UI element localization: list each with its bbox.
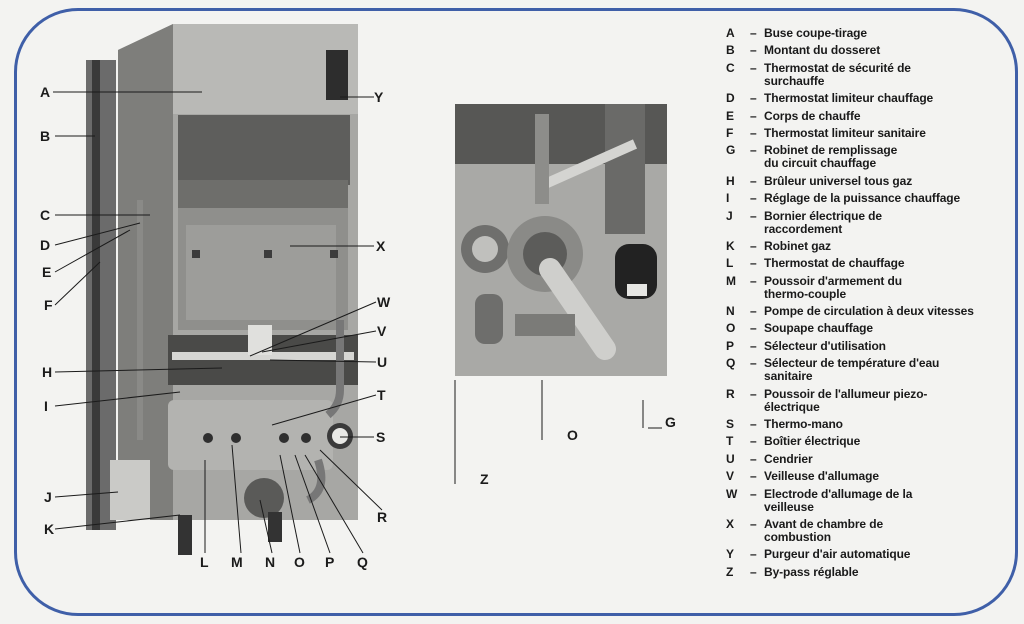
legend-letter: B: [726, 43, 735, 58]
legend-item-p: [726, 340, 1016, 353]
legend-letter: J: [726, 208, 733, 223]
legend-letter: R: [726, 386, 735, 401]
legend-description: [764, 110, 1016, 123]
legend-letter: Q: [726, 356, 736, 371]
legend-line: Brûleur universel tous gaz: [764, 173, 913, 188]
callout-y: Y: [374, 89, 384, 105]
legend-line: combustion: [764, 529, 831, 544]
legend-description: [764, 357, 1016, 383]
legend-line: By-pass réglable: [764, 564, 859, 579]
legend-letter: X: [726, 516, 734, 531]
legend-letter: V: [726, 469, 734, 484]
callout-n: N: [265, 554, 276, 570]
callout-j: J: [44, 489, 52, 505]
legend-line: Veilleuse d'allumage: [764, 469, 879, 484]
legend-dash: –: [750, 356, 757, 371]
legend-line: Sélecteur de température d'eau: [764, 356, 940, 371]
legend-item-x: [726, 518, 1016, 544]
legend-dash: –: [750, 469, 757, 484]
legend-dash: –: [750, 417, 757, 432]
legend-letter: Z: [726, 564, 734, 579]
callout-z: Z: [480, 471, 489, 487]
callout-v: V: [377, 323, 387, 339]
callout-h: H: [42, 364, 53, 380]
legend-dash: –: [750, 143, 757, 158]
legend-line: veilleuse: [764, 499, 814, 514]
legend-item-i: [726, 192, 1016, 205]
legend-line: Thermostat de sécurité de: [764, 60, 911, 75]
legend-description: [764, 240, 1016, 253]
legend-dash: –: [750, 321, 757, 336]
callout-d: D: [40, 237, 51, 253]
legend-line: thermo-couple: [764, 286, 847, 301]
legend-item-a: [726, 27, 1016, 40]
legend-dash: –: [750, 486, 757, 501]
legend-letter: N: [726, 304, 735, 319]
legend-letter: Y: [726, 547, 734, 562]
legend-item-g: [726, 144, 1016, 170]
legend-line: sanitaire: [764, 369, 813, 384]
legend-line: Corps de chauffe: [764, 108, 861, 123]
legend-item-e: [726, 110, 1016, 123]
legend-line: Thermo-mano: [764, 417, 843, 432]
callout-g: G: [665, 414, 676, 430]
legend-line: Soupape chauffage: [764, 321, 873, 336]
legend-description: [764, 257, 1016, 270]
legend-letter: K: [726, 238, 735, 253]
legend-line: Robinet de remplissage: [764, 143, 898, 158]
legend-description: [764, 210, 1016, 236]
callout-q: Q: [357, 554, 368, 570]
callout-i: I: [44, 398, 48, 414]
legend-description: [764, 275, 1016, 301]
callout-a: A: [40, 84, 51, 100]
callout-b: B: [40, 128, 51, 144]
legend-description: [764, 388, 1016, 414]
legend-description: [764, 192, 1016, 205]
legend-line: Buse coupe-tirage: [764, 26, 867, 40]
legend-line: Avant de chambre de: [764, 516, 884, 531]
legend-line: surchauffe: [764, 73, 825, 88]
legend-dash: –: [750, 60, 757, 75]
legend-item-n: [726, 305, 1016, 318]
legend-description: [764, 62, 1016, 88]
legend-line: Thermostat limiteur chauffage: [764, 91, 934, 106]
legend-item-q: [726, 357, 1016, 383]
legend-item-u: [726, 453, 1016, 466]
legend-item-f: [726, 127, 1016, 140]
legend-item-k: [726, 240, 1016, 253]
legend-line: du circuit chauffage: [764, 156, 877, 171]
legend-dash: –: [750, 256, 757, 271]
callout-l: L: [200, 554, 209, 570]
legend-description: [764, 144, 1016, 170]
legend-dash: –: [750, 547, 757, 562]
legend-line: Robinet gaz: [764, 238, 831, 253]
legend-letter: E: [726, 108, 734, 123]
legend-dash: –: [750, 273, 757, 288]
legend-letter: S: [726, 417, 734, 432]
legend-description: [764, 322, 1016, 335]
legend-item-t: [726, 435, 1016, 448]
legend-dash: –: [750, 304, 757, 319]
legend-line: Purgeur d'air automatique: [764, 547, 911, 562]
legend-line: Thermostat limiteur sanitaire: [764, 125, 926, 140]
legend-letter: P: [726, 338, 734, 353]
legend-description: [764, 518, 1016, 544]
legend-line: Réglage de la puissance chauffage: [764, 191, 961, 206]
legend-description: [764, 92, 1016, 105]
legend-dash: –: [750, 238, 757, 253]
callout-o-detail: O: [567, 427, 578, 443]
legend-line: électrique: [764, 399, 820, 414]
legend-letter: W: [726, 486, 738, 501]
legend-dash: –: [750, 208, 757, 223]
callout-s: S: [376, 429, 386, 445]
legend-letter: T: [726, 434, 734, 449]
legend-line: Cendrier: [764, 451, 813, 466]
legend-item-o: [726, 322, 1016, 335]
legend-line: Pompe de circulation à deux vitesses: [764, 304, 974, 319]
callout-u: U: [377, 354, 388, 370]
callout-p: P: [325, 554, 335, 570]
callout-w: W: [377, 294, 391, 310]
legend-line: raccordement: [764, 221, 843, 236]
legend-line: Sélecteur d'utilisation: [764, 338, 886, 353]
legend-line: Poussoir de l'allumeur piezo-: [764, 386, 928, 401]
legend-item-w: [726, 488, 1016, 514]
legend-item-j: [726, 210, 1016, 236]
legend-description: [764, 548, 1016, 561]
legend-line: Bornier électrique de: [764, 208, 882, 223]
legend-dash: –: [750, 386, 757, 401]
legend-letter: O: [726, 321, 736, 336]
legend-item-l: [726, 257, 1016, 270]
legend-item-r: [726, 388, 1016, 414]
legend-letter: D: [726, 91, 735, 106]
legend-letter: L: [726, 256, 734, 271]
legend-line: Electrode d'allumage de la: [764, 486, 913, 501]
callout-x: X: [376, 238, 386, 254]
legend-dash: –: [750, 91, 757, 106]
legend-dash: –: [750, 451, 757, 466]
legend-dash: –: [750, 434, 757, 449]
legend-dash: –: [750, 43, 757, 58]
legend-item-c: [726, 62, 1016, 88]
callout-r: R: [377, 509, 388, 525]
callout-m: M: [231, 554, 243, 570]
legend-dash: –: [750, 516, 757, 531]
legend-letter: I: [726, 191, 730, 206]
legend-line: Montant du dosseret: [764, 43, 881, 58]
callout-c: C: [40, 207, 51, 223]
callout-k: K: [44, 521, 55, 537]
legend-letter: H: [726, 173, 735, 188]
legend-item-m: [726, 275, 1016, 301]
legend-description: [764, 470, 1016, 483]
legend: [726, 27, 1016, 583]
legend-letter: A: [726, 26, 735, 40]
legend-item-s: [726, 418, 1016, 431]
legend-description: [764, 44, 1016, 57]
legend-letter: G: [726, 143, 736, 158]
legend-description: [764, 566, 1016, 579]
legend-description: [764, 175, 1016, 188]
callout-t: T: [377, 387, 386, 403]
legend-dash: –: [750, 173, 757, 188]
callout-f: F: [44, 297, 53, 313]
legend-dash: –: [750, 125, 757, 140]
legend-description: [764, 488, 1016, 514]
legend-description: [764, 453, 1016, 466]
legend-letter: C: [726, 60, 735, 75]
legend-dash: –: [750, 564, 757, 579]
callout-o: O: [294, 554, 305, 570]
legend-item-h: [726, 175, 1016, 188]
legend-dash: –: [750, 191, 757, 206]
legend-line: Poussoir d'armement du: [764, 273, 903, 288]
legend-item-d: [726, 92, 1016, 105]
legend-description: [764, 435, 1016, 448]
legend-item-v: [726, 470, 1016, 483]
legend-description: [764, 127, 1016, 140]
legend-dash: –: [750, 338, 757, 353]
legend-line: Thermostat de chauffage: [764, 256, 905, 271]
legend-description: [764, 418, 1016, 431]
legend-item-y: [726, 548, 1016, 561]
legend-description: [764, 340, 1016, 353]
callout-e: E: [42, 264, 52, 280]
legend-item-z: [726, 566, 1016, 579]
legend-description: [764, 305, 1016, 318]
legend-line: Boîtier électrique: [764, 434, 861, 449]
legend-item-b: [726, 44, 1016, 57]
legend-letter: F: [726, 125, 734, 140]
legend-dash: –: [750, 26, 757, 40]
legend-description: [764, 27, 1016, 40]
legend-dash: –: [750, 108, 757, 123]
legend-letter: M: [726, 273, 736, 288]
legend-letter: U: [726, 451, 735, 466]
